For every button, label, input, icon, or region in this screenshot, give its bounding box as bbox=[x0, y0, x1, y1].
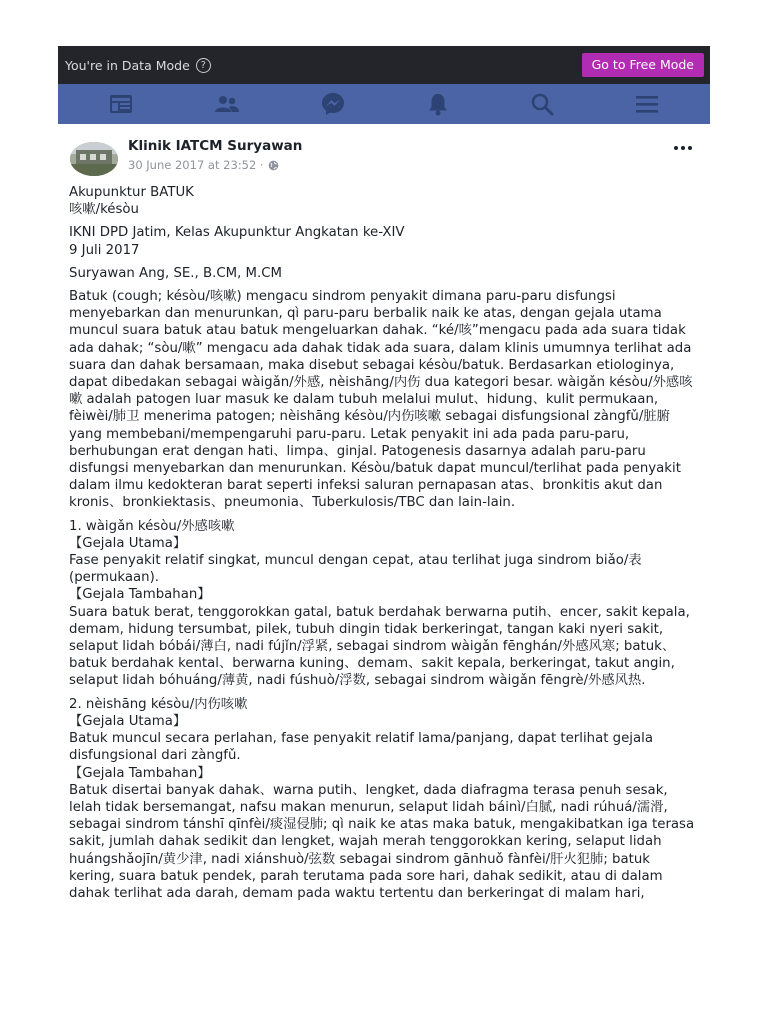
post-timestamp[interactable]: 30 June 2017 at 23:52 · bbox=[128, 158, 264, 172]
post-meta bbox=[128, 158, 279, 172]
post-paragraph-title: Akupunktur BATUK 咳嗽/késòu bbox=[69, 185, 194, 218]
top-navigation bbox=[58, 84, 710, 124]
post-author[interactable]: Klinik IATCM Suryawan bbox=[128, 138, 303, 154]
data-mode-info bbox=[65, 58, 211, 73]
help-icon[interactable]: ? bbox=[196, 58, 211, 73]
more-options-icon[interactable] bbox=[674, 146, 692, 150]
post-paragraph-author: Suryawan Ang, SE., B.CM, M.CM bbox=[69, 265, 282, 281]
public-globe-icon bbox=[268, 160, 279, 171]
app-frame bbox=[58, 46, 710, 190]
post-paragraph-intro: Batuk (cough; késòu/咳嗽) mengacu sindrom penyakit dimana paru-paru disfungsi menyebarkan dan menurunkan, qì paru-paru berbalik naik ke atas, dengan gejala utama muncul suara batuk atau batuk mengeluarkan dahak. “ké/咳”mengacu pada ada suara tidak ada dahak; “sòu/嗽” mengacu ada dahak tidak ada suara, dalam klinis umumnya terlihat ada suara dan dahak bersamaan, maka disebut sebagai késòu/batuk. Berdasarkan etiologinya, dapat dibedakan sebagai wàigǎn/外感, nèishāng/内伤 dua kategori besar. wàigǎn késòu/外感咳嗽 adalah patogen luar masuk ke dalam tubuh melalui mulut、hidung、kulit permukaan, fèiwèi/肺卫 menerima patogen; nèishāng késòu/内伤咳嗽 sebagai disfungsional zàngfǔ/脏腑 yang membebani/mempengaruhi paru-paru. Letak penyakit ini ada pada paru-paru, berhubungan erat dengan hati、limpa、ginjal. Patogenesis dasarnya adalah paru-paru disfungsi menyebarkan dan menurunkan. Késòu/batuk dapat muncul/terlihat pada penyakit dalam ilmu kedokteran barat seperti infeksi saluran pernapasan atas、bronkitis akut dan kronis、bronkiektasis、pneumonia、Tuberkulosis/TBC dan lain-lain. bbox=[69, 289, 693, 511]
messenger-icon[interactable] bbox=[321, 92, 345, 116]
free-mode-button[interactable]: Go to Free Mode bbox=[582, 53, 704, 77]
data-mode-label: You're in Data Mode bbox=[65, 57, 190, 73]
post-paragraph-section-1: 1. wàigǎn késòu/外感咳嗽 【Gejala Utama】 Fase penyakit relatif singkat, muncul dengan cepat, atau terlihat juga sindrom biǎo/表 (permukaan). 【Gejala Tambahan】 Suara batuk berat, tenggorokkan gatal, batuk berdahak berwarna putih、encer, sakit kepala, demam, hidung tersumbat, pilek, tubuh dingin tidak berkeringat, tangan kaki nyeri sakit, selaput lidah bóbái/薄白, nadi fújǐn/浮紧, sebagai sindrom wàigǎn fēnghán/外感风寒; batuk、batuk berdahak kental、berwarna kuning、demam、sakit kepala, berkeringat, takut angin, selaput lidah bóhuáng/薄黄, nadi fúshuò/浮数, sebagai sindrom wàigǎn fēngrè/外感风热. bbox=[69, 518, 690, 689]
friends-icon[interactable] bbox=[214, 95, 240, 113]
post-header bbox=[58, 138, 710, 190]
post-body bbox=[69, 184, 699, 902]
menu-icon[interactable] bbox=[635, 94, 659, 114]
post-paragraph-section-2: 2. nèishāng késòu/内伤咳嗽 【Gejala Utama】 Batuk muncul secara perlahan, fase penyakit relatif lama/panjang, dapat terlihat gejala disfungsional dari zàngfǔ. 【Gejala Tambahan】 Batuk disertai banyak dahak、warna putih、lengket, dada diafragma terasa penuh sesak, lelah tidak bersemangat, nafsu makan menurun, selaput lidah báinì/白腻, nadi rúhuá/濡滑, sebagai sindrom tánshī qīnfèi/痰湿侵肺; qì naik ke atas maka batuk, mengakibatkan iga terasa sakit, jumlah dahak sedikit dan lengket, wajah merah tenggorokkan kering, selaput lidah huángshǎojīn/黄少津, nadi xiánshuò/弦数 sebagai sindrom gānhuǒ fànfèi/肝火犯肺; batuk kering, suara batuk pendek, parah terutama pada sore hari, dahak sedikit, atau di dalam dahak terlihat ada darah, demam pada waktu tertentu dan berkeringat di malam hari, bbox=[69, 696, 695, 901]
data-mode-banner bbox=[58, 46, 710, 84]
post-paragraph-event: IKNI DPD Jatim, Kelas Akupunktur Angkatan ke-XIV 9 Juli 2017 bbox=[69, 225, 405, 258]
avatar[interactable] bbox=[70, 142, 118, 176]
notifications-icon[interactable] bbox=[427, 92, 449, 116]
news-feed-icon[interactable] bbox=[109, 94, 133, 114]
search-icon[interactable] bbox=[530, 92, 554, 116]
